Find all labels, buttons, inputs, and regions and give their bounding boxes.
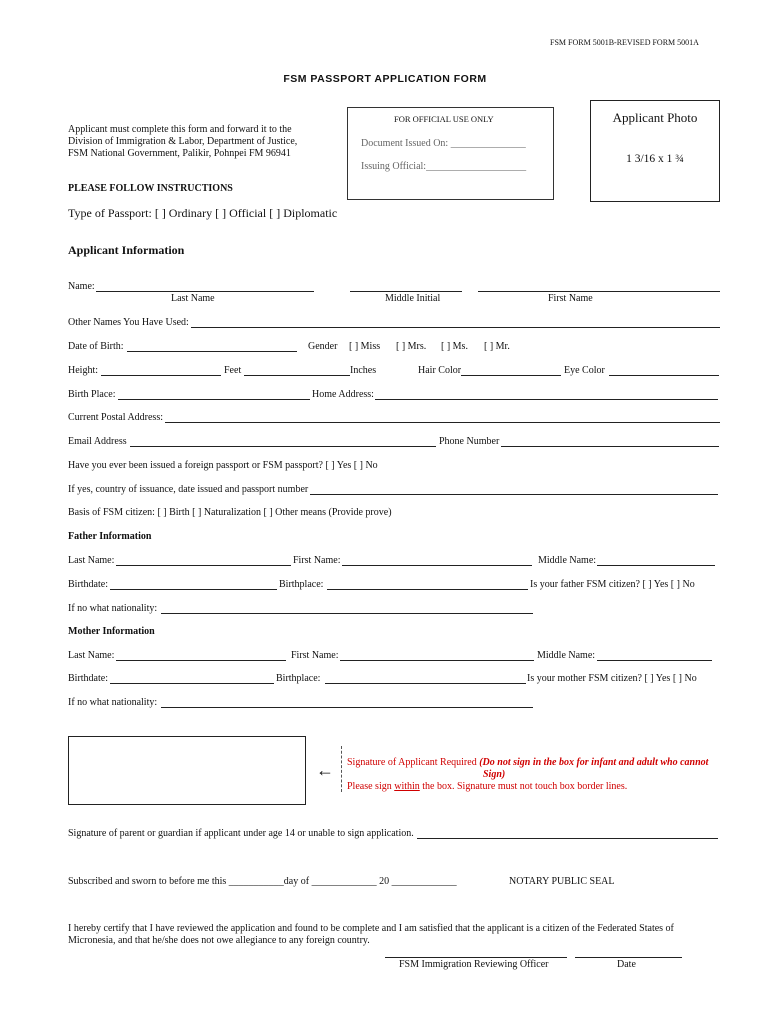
signature-note-line-2: Sign) [483, 769, 506, 780]
basis-citizen[interactable]: Basis of FSM citizen: [ ] Birth [ ] Naturalization [ ] Other means (Provide prove) [68, 507, 392, 518]
officer-date-field[interactable] [575, 957, 682, 958]
mother-first-field[interactable] [340, 660, 534, 661]
father-nationality-label: If no what nationality: [68, 603, 158, 614]
official-use-title: FOR OFFICIAL USE ONLY [394, 114, 494, 124]
father-middle-field[interactable] [597, 565, 715, 566]
father-last-label: Last Name: [68, 555, 115, 566]
birth-place-field[interactable] [118, 399, 310, 400]
last-name-field[interactable] [96, 291, 314, 292]
gender-mr[interactable]: [ ] Mr. [484, 341, 510, 352]
officer-signature-field[interactable] [385, 957, 567, 958]
father-citizen-question[interactable]: Is your father FSM citizen? [ ] Yes [ ] No [530, 579, 695, 590]
height-inches-field[interactable] [244, 375, 350, 376]
postal-address-field[interactable] [165, 422, 720, 423]
postal-address-label: Current Postal Address: [68, 412, 163, 423]
email-field[interactable] [130, 446, 436, 447]
intro-line-1: Applicant must complete this form and forward it to the [68, 124, 292, 135]
phone-label: Phone Number [439, 436, 500, 447]
gender-label: Gender [308, 341, 338, 352]
hair-color-field[interactable] [461, 375, 561, 376]
father-info-heading: Father Information [68, 531, 152, 542]
middle-initial-caption: Middle Initial [385, 293, 441, 304]
please-sign-within [347, 781, 627, 792]
mother-birthdate-field[interactable] [110, 683, 274, 684]
certify-line-2: Micronesia, and that he/she does not owe allegiance to any foreign country. [68, 935, 370, 946]
father-nationality-field[interactable] [161, 613, 533, 614]
eye-color-field[interactable] [609, 375, 719, 376]
arrow-left-icon: ← [316, 760, 334, 780]
please-sign-post: the box. Signature must not touch box border lines. [419, 781, 628, 792]
please-sign-within-word: within [394, 781, 420, 792]
signature-required: Signature of Applicant Required [347, 757, 477, 768]
date-caption: Date [617, 959, 636, 970]
intro-line-3: FSM National Government, Palikir, Pohnpei FM 96941 [68, 148, 291, 159]
mother-citizen-question[interactable]: Is your mother FSM citizen? [ ] Yes [ ] No [527, 673, 697, 684]
mother-last-label: Last Name: [68, 650, 115, 661]
father-first-field[interactable] [342, 565, 532, 566]
subscribed-sworn[interactable]: Subscribed and sworn to before me this ___________day of _____________ 20 _____________ [68, 876, 457, 887]
parent-signature-label: Signature of parent or guardian if applicant under age 14 or unable to sign application. [68, 828, 414, 839]
parent-signature-field[interactable] [417, 838, 718, 839]
signature-box[interactable] [68, 736, 306, 805]
name-label: Name: [68, 281, 95, 292]
if-yes-field[interactable] [310, 494, 718, 495]
mother-nationality-field[interactable] [161, 707, 533, 708]
father-middle-label: Middle Name: [538, 555, 597, 566]
photo-size: 1 3/16 x 1 ¾ [626, 153, 684, 165]
height-label: Height: [68, 365, 98, 376]
please-sign-pre: Please sign [347, 781, 395, 792]
mother-middle-field[interactable] [597, 660, 712, 661]
dob-field[interactable] [127, 351, 297, 352]
birth-place-label: Birth Place: [68, 389, 116, 400]
signature-divider [341, 746, 342, 792]
other-names-label: Other Names You Have Used: [68, 317, 189, 328]
mother-last-field[interactable] [116, 660, 286, 661]
feet-label: Feet [224, 365, 242, 376]
hair-color-label: Hair Color [418, 365, 462, 376]
mother-middle-label: Middle Name: [537, 650, 596, 661]
if-yes-label: If yes, country of issuance, date issued and passport number [68, 484, 309, 495]
form-number: FSM FORM 5001B-REVISED FORM 5001A [550, 38, 699, 47]
father-birthdate-label: Birthdate: [68, 579, 108, 590]
gender-mrs[interactable]: [ ] Mrs. [396, 341, 427, 352]
gender-ms[interactable]: [ ] Ms. [441, 341, 468, 352]
intro-line-2: Division of Immigration & Labor, Department of Justice, [68, 136, 298, 147]
father-birthdate-field[interactable] [110, 589, 277, 590]
passport-type[interactable]: Type of Passport: [ ] Ordinary [ ] Official [ ] Diplomatic [68, 206, 338, 220]
father-birthplace-label: Birthplace: [279, 579, 324, 590]
email-label: Email Address [68, 436, 127, 447]
follow-instructions: PLEASE FOLLOW INSTRUCTIONS [68, 183, 233, 194]
father-birthplace-field[interactable] [327, 589, 528, 590]
mother-birthplace-field[interactable] [325, 683, 526, 684]
last-name-caption: Last Name [171, 293, 215, 304]
eye-color-label: Eye Color [564, 365, 605, 376]
mother-birthdate-label: Birthdate: [68, 673, 108, 684]
first-name-field[interactable] [478, 291, 720, 292]
officer-caption: FSM Immigration Reviewing Officer [399, 959, 549, 970]
certify-line-1: I hereby certify that I have reviewed the application and found to be complete and I am satisfied that the applicant is a citizen of the Federated States of [68, 923, 674, 934]
father-first-label: First Name: [293, 555, 341, 566]
other-names-field[interactable] [191, 327, 720, 328]
first-name-caption: First Name [548, 293, 593, 304]
dob-label: Date of Birth: [68, 341, 124, 352]
mother-first-label: First Name: [291, 650, 339, 661]
mother-nationality-label: If no what nationality: [68, 697, 158, 708]
page-title: FSM PASSPORT APPLICATION FORM [283, 73, 487, 85]
gender-miss[interactable]: [ ] Miss [349, 341, 381, 352]
mother-info-heading: Mother Information [68, 626, 155, 637]
home-address-field[interactable] [375, 399, 718, 400]
mother-birthplace-label: Birthplace: [276, 673, 321, 684]
issuing-official: Issuing Official:____________________ [361, 161, 527, 172]
inches-label: Inches [350, 365, 377, 376]
phone-field[interactable] [501, 446, 719, 447]
notary-seal-label: NOTARY PUBLIC SEAL [509, 876, 615, 887]
applicant-photo-title: Applicant Photo [612, 110, 698, 125]
signature-note-line-1: (Do not sign in the box for infant and adult who cannot [479, 757, 709, 768]
document-issued-on: Document Issued On: _______________ [361, 138, 526, 149]
father-last-field[interactable] [116, 565, 291, 566]
height-feet-field[interactable] [101, 375, 221, 376]
signature-required-note [347, 757, 708, 768]
home-address-label: Home Address: [312, 389, 374, 400]
applicant-info-heading: Applicant Information [68, 243, 185, 257]
middle-initial-field[interactable] [350, 291, 462, 292]
issued-passport-question[interactable]: Have you ever been issued a foreign passport or FSM passport? [ ] Yes [ ] No [68, 460, 378, 471]
